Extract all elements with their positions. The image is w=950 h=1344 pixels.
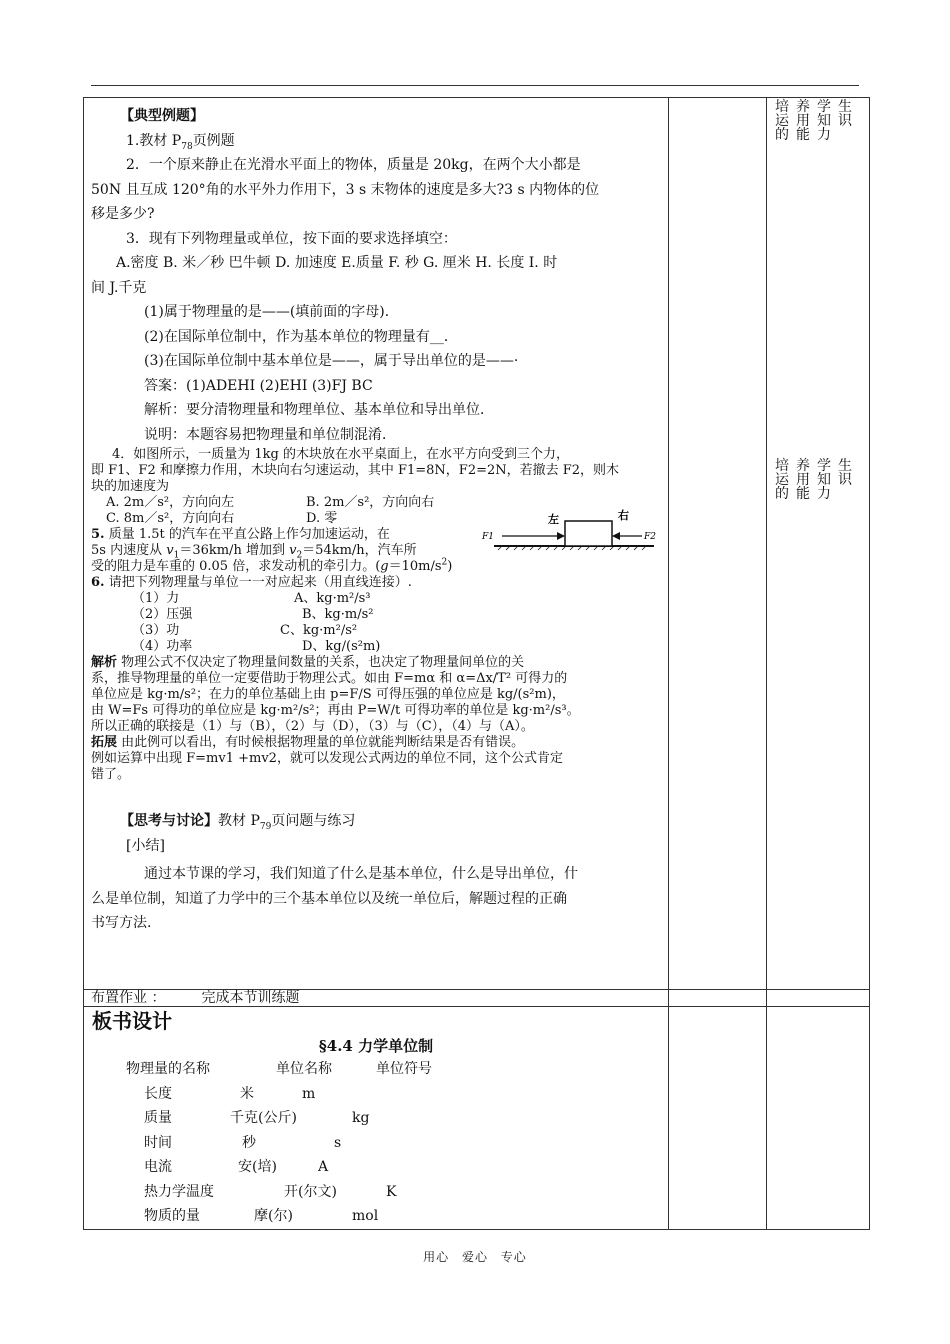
q3-options2: 间 J.千克 xyxy=(91,279,147,296)
board-cell xyxy=(84,1007,669,1230)
label-f2: F2 xyxy=(644,532,656,542)
homework-text: 完成本节训练题 xyxy=(201,990,300,1006)
board-row: 时间 秒 s xyxy=(144,1134,342,1151)
q3-answer: 答案：(1)ADEHI (2)EHI (3)FJ BC xyxy=(144,377,373,394)
q5-line2: 5s 内速度从 $v_1=36km/h$ 增加到 $v_2=54km/h$，汽车所 xyxy=(91,543,417,561)
board-subtitle: §4.4 力学单位制 xyxy=(318,1037,434,1055)
q4-line1: 4．如图所示，一质量为 1kg 的木块放在水平桌面上，在水平方向受到三个力， xyxy=(112,447,570,462)
summary-line1: 通过本节课的学习，我们知道了什么是基本单位，什么是导出单位，什 xyxy=(144,866,578,882)
q6-pair-4: （4）功率 D、kg/(s²m) xyxy=(132,639,381,654)
summary-line3: 书写方法. xyxy=(91,915,152,931)
extend-line1: 拓展 由此例可以看出，有时候根据物理量的单位就能判断结果是否有错误。 xyxy=(91,735,525,750)
f1-arrowhead xyxy=(557,532,565,540)
board-row: 物质的量 摩(尔) mol xyxy=(144,1208,379,1224)
board-row: 长度 米 m xyxy=(144,1085,316,1102)
q4-option-d: D. 零 xyxy=(306,511,338,526)
q4-line3: 块的加速度为 xyxy=(91,479,170,494)
analysis-line4: 由 W=Fs 可得功的单位应是 kg·m²/s²；再由 P=W/t 可得功率的单位是 kg·m²/s³。 xyxy=(91,703,580,718)
q3-note: 说明：本题容易把物理量和单位制混淆． xyxy=(144,426,396,443)
board-row: 电流 安(培) A xyxy=(144,1159,329,1175)
board-title: 板书设计 xyxy=(92,1009,172,1033)
side-note-1: 培养学生运用知识的能力 xyxy=(775,99,859,143)
q2-line1: 2．一个原来静止在光滑水平面上的物体，质量是 20kg，在两个大小都是 xyxy=(126,157,581,173)
homework-label: 布置作业 ： xyxy=(91,990,166,1006)
homework-cell xyxy=(84,990,669,1007)
lesson-table xyxy=(83,97,870,1230)
block-force-diagram xyxy=(482,499,658,564)
side-note-2: 培养学生运用知识的能力 xyxy=(775,458,859,502)
summary-line2: 么是单位制，知道了力学中的三个基本单位以及统一单位后，解题过程的正确 xyxy=(91,890,567,907)
analysis-line3: 单位应是 kg·m/s²；在力的单位基础上由 p=F/S 可得压强的单位应是 kg/(s²m)， xyxy=(91,687,565,702)
q3-sub2: (2)在国际单位制中，作为基本单位的物理量有__． xyxy=(144,328,458,345)
f2-arrowhead xyxy=(612,532,620,540)
analysis-line5: 所以正确的联接是（1）与（B），（2）与（D），（3）与（C），（4）与（A）。 xyxy=(91,719,534,734)
q4-option-b: B. 2m／s²，方向向右 xyxy=(306,495,435,510)
q6-pair-1: （1）力 A、kg·m²/s³ xyxy=(132,591,371,606)
label-f1: F1 xyxy=(482,532,494,542)
notes-cell xyxy=(767,98,870,990)
blank-column xyxy=(669,98,767,990)
extend-line3: 错了。 xyxy=(91,767,131,782)
label-right: 右 xyxy=(618,509,629,522)
analysis-line2: 系，推导物理量的单位一定要借助于物理公式。如由 F=mα 和 α=Δx/T² 可得力的 xyxy=(91,671,568,686)
q3-line1: 3．现有下列物理量或单位，按下面的要求选择填空： xyxy=(126,230,457,247)
q3-options1: A.密度 B. 米／秒 巴牛顿 D. 加速度 E.质量 F. 秒 G. 厘米 H. 长度 I. 时 xyxy=(116,255,558,271)
extend-line2: 例如运算中出现 F=mv1 +mv2，就可以发现公式两边的单位不同，这个公式肯定 xyxy=(91,751,563,766)
q3-analysis: 解析：要分清物理量和物理单位、基本单位和导出单位． xyxy=(144,402,494,418)
board-row: 质量 千克(公斤) kg xyxy=(144,1110,370,1126)
q5-line1: 5. 质量 1.5t 的汽车在平直公路上作匀加速运动，在 xyxy=(91,527,390,542)
q4-line2: 即 F1、F2 和摩擦力作用，木块向右匀速运动，其中 F1=8N，F2=2N，若撤去 F2，则木 xyxy=(91,463,620,478)
label-left: 左 xyxy=(548,513,559,526)
q2-line3: 移是多少? xyxy=(91,206,155,222)
page-footer: 用心 爱心 专心 xyxy=(423,1250,527,1264)
board-header-row: 物理量的名称 单位名称 单位符号 xyxy=(126,1061,432,1077)
analysis-line1: 解析 物理公式不仅决定了物理量间数量的关系，也决定了物理量间单位的关 xyxy=(91,655,525,670)
q3-sub1: (1)属于物理量的是——(填前面的字母)． xyxy=(144,304,399,320)
q5-line3: 受的阻力是车重的 0.05 倍，求发动机的牵引力。$(g=10m/s^2)$ xyxy=(91,557,453,574)
q6-pair-2: （2）压强 B、kg·m/s² xyxy=(132,607,374,622)
board-row: 热力学温度 开(尔文) K xyxy=(144,1183,397,1200)
q4-option-c: C. 8m／s²，方向向右 xyxy=(106,511,235,526)
q4-option-a: A. 2m／s²，方向向左 xyxy=(106,495,235,510)
header-rule xyxy=(91,85,859,86)
q3-sub3: (3)在国际单位制中基本单位是——，属于导出单位的是——· xyxy=(144,353,519,369)
q6-line: 6. 请把下列物理量与单位一一对应起来（用直线连接）. xyxy=(91,575,412,590)
q2-line2: 50N 且互成 120°角的水平外力作用下，3 s 末物体的速度是多大?3 s 内物体的位 xyxy=(91,181,600,198)
wood-block xyxy=(565,521,612,546)
summary-label: [小结] xyxy=(126,837,165,854)
examples-heading: 【典型例题】 xyxy=(120,108,204,124)
discuss-line: 【思考与讨论】教材 $P_{79}$页问题与练习 xyxy=(120,813,356,832)
q6-pair-3: （3）功 C、kg·m²/s² xyxy=(132,623,358,638)
q1-text: 1.教材 $P_{78}$页例题 xyxy=(126,132,235,152)
